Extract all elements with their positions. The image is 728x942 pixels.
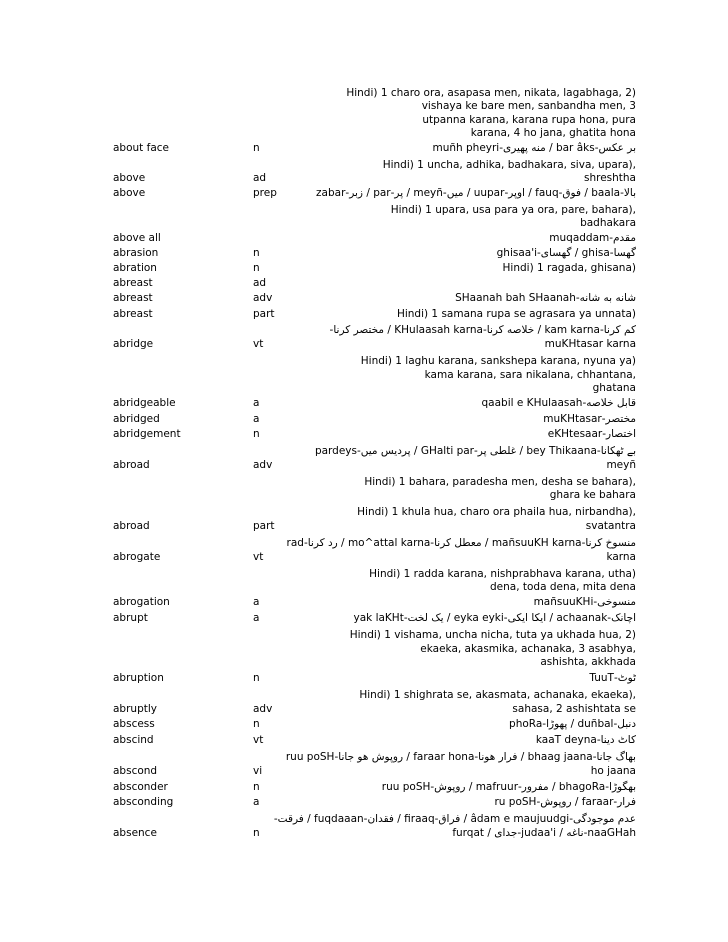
headword: absence	[113, 827, 157, 839]
definition: Hindi) 1 upara, usa para ya ora, pare, bahara),	[390, 204, 636, 216]
headword: absconding	[113, 796, 174, 808]
part-of-speech: adv	[253, 459, 273, 471]
dictionary-line	[0, 159, 728, 172]
dictionary-line	[0, 127, 728, 140]
definition: Hindi) 1 uncha, adhika, badhakara, siva, upara),	[382, 159, 636, 171]
headword: abroad	[113, 459, 150, 471]
definition: karana, 4 ho jana, ghatita hona	[470, 127, 636, 139]
headword: above all	[113, 232, 161, 244]
dictionary-line	[0, 765, 728, 778]
definition: badhakara	[580, 217, 636, 229]
definition: اچانک-achaanak / ایکا ایکی-eyka eyki / یک لخت-yak laKHt	[353, 612, 636, 624]
headword: abruptly	[113, 703, 157, 715]
dictionary-line	[0, 187, 728, 200]
part-of-speech: a	[253, 596, 260, 608]
headword: abroad	[113, 520, 150, 532]
part-of-speech: a	[253, 612, 260, 624]
headword: abridged	[113, 413, 160, 425]
definition: shreshtha	[583, 172, 636, 184]
headword: abreast	[113, 308, 153, 320]
headword: abscond	[113, 765, 158, 777]
dictionary-line	[0, 87, 728, 100]
definition: مقدم-muqaddam	[549, 232, 636, 244]
dictionary-line	[0, 672, 728, 685]
part-of-speech: a	[253, 397, 260, 409]
part-of-speech: part	[253, 308, 275, 320]
dictionary-line	[0, 612, 728, 625]
dictionary-line	[0, 204, 728, 217]
definition: meyñ	[606, 459, 636, 471]
headword: abridgement	[113, 428, 181, 440]
definition: svatantra	[585, 520, 636, 532]
definition: دنبل-duñbal / پهوڑا-phoRa	[509, 718, 636, 730]
dictionary-line	[0, 568, 728, 581]
definition: منسوخی-mañsuuKHi	[533, 596, 636, 608]
definition: Hindi) 1 vishama, uncha nicha, tuta ya ukhada hua, 2)	[349, 629, 636, 641]
headword: absconder	[113, 781, 168, 793]
definition: dena, toda dena, mita dena	[489, 581, 636, 593]
definition: فرار-faraar / روپوش-ru poSH	[494, 796, 636, 808]
definition: بے ٹهکانا-bey Thikaana / غلطی پر-GHalti par / پردیس میں-pardeys	[314, 445, 636, 457]
definition: کاٹ دینا-kaaT deyna	[535, 734, 636, 746]
dictionary-line	[0, 114, 728, 127]
dictionary-line	[0, 324, 728, 337]
dictionary-line	[0, 428, 728, 441]
dictionary-line	[0, 629, 728, 642]
dictionary-line	[0, 292, 728, 305]
definition: عدم موجودگی-âdam e maujuudgi / فراق-firaaq / فقدان-fuqdaaan / فرقت-	[273, 813, 636, 825]
dictionary-line	[0, 338, 728, 351]
dictionary-line	[0, 551, 728, 564]
part-of-speech: a	[253, 796, 260, 808]
part-of-speech: vt	[253, 551, 264, 563]
dictionary-line	[0, 277, 728, 290]
definition: ho jaana	[590, 765, 636, 777]
dictionary-line	[0, 355, 728, 368]
headword: above	[113, 172, 146, 184]
dictionary-line	[0, 142, 728, 155]
dictionary-line	[0, 596, 728, 609]
part-of-speech: adv	[253, 292, 273, 304]
part-of-speech: ad	[253, 277, 267, 289]
part-of-speech: vt	[253, 338, 264, 350]
dictionary-line	[0, 718, 728, 731]
definition: sahasa, 2 ashishtata se	[512, 703, 636, 715]
definition: kama karana, sara nikalana, chhantana,	[424, 369, 636, 381]
dictionary-line	[0, 827, 728, 840]
part-of-speech: part	[253, 520, 275, 532]
headword: abreast	[113, 292, 153, 304]
dictionary-line	[0, 413, 728, 426]
headword: abridge	[113, 338, 154, 350]
part-of-speech: n	[253, 718, 260, 730]
definition: ghatana	[592, 382, 636, 394]
dictionary-line	[0, 656, 728, 669]
part-of-speech: adv	[253, 703, 273, 715]
dictionary-line	[0, 506, 728, 519]
dictionary-line	[0, 308, 728, 321]
headword: abridgeable	[113, 397, 176, 409]
dictionary-line	[0, 476, 728, 489]
definition: بالا-baala / فوق-fauq / اوپر-uupar / میں-meyñ / پر-par / زبر-zabar	[316, 187, 636, 199]
definition: Hindi) 1 shighrata se, akasmata, achanaka, ekaeka),	[359, 689, 636, 701]
definition: ekaeka, akasmika, achanaka, 3 asabhya,	[420, 643, 636, 655]
dictionary-line	[0, 397, 728, 410]
part-of-speech: a	[253, 413, 260, 425]
definition: کم کرنا-kam karna / خلاصه کرنا-KHulaasah karna / مختصر کرنا-	[329, 324, 636, 336]
dictionary-line	[0, 247, 728, 260]
headword: abrupt	[113, 612, 148, 624]
dictionary-line	[0, 751, 728, 764]
definition: اختصار-eKHtesaar	[547, 428, 636, 440]
definition: Hindi) 1 khula hua, charo ora phaila hua, nirbandha),	[357, 506, 636, 518]
headword: abscind	[113, 734, 154, 746]
dictionary-line	[0, 172, 728, 185]
definition: بهگوڑا-bhagoRa / مفرور-mafruur / روپوش-ruu poSH	[381, 781, 636, 793]
definition: Hindi) 1 laghu karana, sankshepa karana, nyuna ya)	[360, 355, 636, 367]
definition: vishaya ke bare men, sanbandha men, 3	[421, 100, 636, 112]
part-of-speech: prep	[253, 187, 277, 199]
dictionary-line	[0, 796, 728, 809]
part-of-speech: n	[253, 142, 260, 154]
dictionary-line	[0, 643, 728, 656]
dictionary-line	[0, 734, 728, 747]
dictionary-line	[0, 537, 728, 550]
dictionary-line	[0, 781, 728, 794]
dictionary-line	[0, 813, 728, 826]
dictionary-line	[0, 489, 728, 502]
dictionary-line	[0, 459, 728, 472]
part-of-speech: ad	[253, 172, 267, 184]
headword: abrasion	[113, 247, 159, 259]
part-of-speech: n	[253, 827, 260, 839]
dictionary-line	[0, 217, 728, 230]
dictionary-line	[0, 520, 728, 533]
headword: abreast	[113, 277, 153, 289]
headword: about face	[113, 142, 169, 154]
part-of-speech: n	[253, 781, 260, 793]
definition: بر عکس-bar âks / منه پهیری-muñh pheyri	[432, 142, 636, 154]
definition: Hindi) 1 radda karana, nishprabhava karana, utha)	[369, 568, 636, 580]
definition: گهسا-ghisa / گهسای-ghisaa'i	[496, 247, 636, 259]
dictionary-line	[0, 232, 728, 245]
definition: منسوخ کرنا-mañsuuKH karna / معطل کرنا-mo^attal karna / رد کرنا-rad	[286, 537, 636, 549]
definition: مختصر-muKHtasar	[543, 413, 636, 425]
part-of-speech: vi	[253, 765, 263, 777]
definition: muKHtasar karna	[544, 338, 636, 350]
part-of-speech: vt	[253, 734, 264, 746]
dictionary-line	[0, 689, 728, 702]
definition: Hindi) 1 bahara, paradesha men, desha se bahara),	[364, 476, 636, 488]
dictionary-line	[0, 445, 728, 458]
definition: furqat / جدای-judaa'i / ناغه-naaGHah	[452, 827, 636, 839]
headword: abrogation	[113, 596, 170, 608]
headword: abrogate	[113, 551, 161, 563]
headword: above	[113, 187, 146, 199]
part-of-speech: n	[253, 428, 260, 440]
dictionary-line	[0, 703, 728, 716]
definition: ashishta, akkhada	[540, 656, 636, 668]
definition: Hindi) 1 samana rupa se agrasara ya unnata)	[396, 308, 636, 320]
definition: Hindi) 1 ragada, ghisana)	[502, 262, 636, 274]
part-of-speech: n	[253, 672, 260, 684]
definition: utpanna karana, karana rupa hona, pura	[422, 114, 636, 126]
definition: شانه به شانه-SHaanah bah SHaanah	[455, 292, 636, 304]
headword: abscess	[113, 718, 155, 730]
definition: ghara ke bahara	[549, 489, 636, 501]
definition: ٹوٹ-TuuT	[589, 672, 636, 684]
part-of-speech: n	[253, 262, 260, 274]
dictionary-line	[0, 369, 728, 382]
dictionary-line	[0, 262, 728, 275]
definition: بهاگ جانا-bhaag jaana / فرار هونا-faraar hona / روپوش هو جانا-ruu poSH	[285, 751, 636, 763]
definition: karna	[606, 551, 636, 563]
headword: abration	[113, 262, 157, 274]
dictionary-line	[0, 581, 728, 594]
dictionary-line	[0, 100, 728, 113]
dictionary-line	[0, 382, 728, 395]
part-of-speech: n	[253, 247, 260, 259]
definition: Hindi) 1 charo ora, asapasa men, nikata, lagabhaga, 2)	[346, 87, 636, 99]
headword: abruption	[113, 672, 164, 684]
definition: قابل خلاصه-qaabil e KHulaasah	[481, 397, 636, 409]
